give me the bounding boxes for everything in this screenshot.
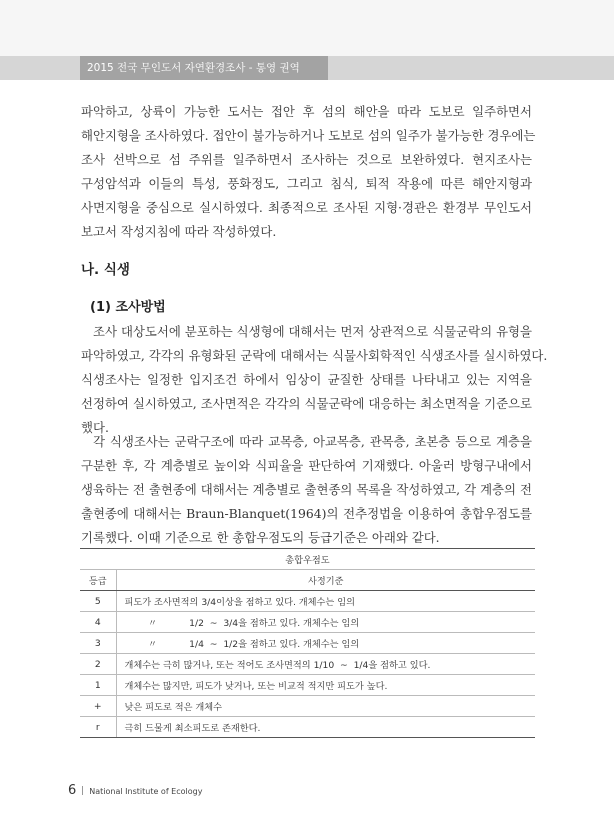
text-line: 사면지형을 중심으로 실시하였다. 최종적으로 조사된 지형·경관은 환경부 무인도서 <box>81 200 532 215</box>
table-row <box>80 633 535 654</box>
institute-name: National Institute of Ecology <box>89 787 203 796</box>
page-footer <box>68 783 202 798</box>
criteria-cell: 피도가 조사면적의 3/4이상을 점하고 있다. 개체수는 임의 <box>116 591 535 612</box>
table-row <box>80 675 535 696</box>
grade-cell: 1 <box>80 675 116 696</box>
text-line: 각 식생조사는 군락구조에 따라 교목층, 아교목층, 관목층, 초본층 등으로 계층을 <box>93 434 532 449</box>
text-line: 기록했다. 이때 기준으로 한 총합우점도의 등급기준은 아래와 같다. <box>81 530 440 545</box>
grade-cell: 3 <box>80 633 116 654</box>
table-row <box>80 591 535 612</box>
criteria-cell: 개체수는 극히 많거나, 또는 적어도 조사면적의 1/10 ~ 1/4을 점하고 있다. <box>116 654 535 675</box>
criteria-cell: 낮은 피도로 적은 개체수 <box>116 696 535 717</box>
column-header-criteria: 사정기준 <box>116 570 535 591</box>
text-line: 구성암석과 이들의 특성, 풍화정도, 그리고 침식, 퇴적 작용에 따른 해안지형과 <box>81 176 532 191</box>
text-line: 했다. <box>81 420 109 435</box>
text-line: 생육하는 전 출현종에 대해서는 계층별로 출현종의 목록을 작성하였고, 각 계층의 전 <box>81 482 532 497</box>
criteria-cell: 〃 1/2 ~ 3/4을 점하고 있다. 개체수는 임의 <box>116 612 535 633</box>
text-line: 구분한 후, 각 계층별로 높이와 식피율을 판단하여 기재했다. 아울러 방형구내에서 <box>81 458 532 473</box>
text-line: 해안지형을 조사하였다. 접안이 불가능하거나 도보로 섬의 일주가 불가능한 경우에는 <box>81 128 536 143</box>
grade-cell: 2 <box>80 654 116 675</box>
column-header-grade: 등급 <box>80 570 116 591</box>
section-heading: 나. 식생 <box>81 262 130 278</box>
header-background <box>0 0 614 56</box>
table-row <box>80 654 535 675</box>
criteria-cell: 극히 드물게 최소피도로 존재한다. <box>116 717 535 738</box>
text-line: 보고서 작성지침에 따라 작성하였다. <box>81 224 277 239</box>
grade-cell: 5 <box>80 591 116 612</box>
grade-cell: 4 <box>80 612 116 633</box>
text-line: 출현종에 대해서는 Braun-Blanquet(1964)의 전추정법을 이용하여 총합우점도를 <box>81 506 532 521</box>
grade-cell: r <box>80 717 116 738</box>
text-line: 조사 선박으로 섬 주위를 일주하면서 조사하는 것으로 보완하였다. 현지조사는 <box>81 152 532 167</box>
table-row <box>80 696 535 717</box>
dominance-grade-table <box>80 548 535 738</box>
text-line: 파악하였고, 각각의 유형화된 군락에 대해서는 식물사회학적인 식생조사를 실시하였다. <box>81 348 548 363</box>
page-number: 6 <box>68 783 77 798</box>
criteria-cell: 〃 1/4 ~ 1/2을 점하고 있다. 개체수는 임의 <box>116 633 535 654</box>
criteria-cell: 개체수는 많지만, 피도가 낮거나, 또는 비교적 적지만 피도가 높다. <box>116 675 535 696</box>
text-line: 조사 대상도서에 분포하는 식생형에 대해서는 먼저 상관적으로 식물군락의 유형을 <box>93 324 532 339</box>
footer-divider <box>82 786 83 795</box>
text-line: 선정하여 실시하였고, 조사면적은 각각의 식물군락에 대응하는 최소면적을 기준으로 <box>81 396 532 411</box>
text-line: 식생조사는 일정한 입지조건 하에서 임상이 균질한 상태를 나타내고 있는 지역을 <box>81 372 532 387</box>
table-row <box>80 717 535 738</box>
table-title: 총합우점도 <box>80 549 535 570</box>
running-title: 2015 전국 무인도서 자연환경조사 - 통영 권역 <box>80 56 328 80</box>
subsection-heading: (1) 조사방법 <box>90 300 166 315</box>
grade-cell: + <box>80 696 116 717</box>
table-row <box>80 612 535 633</box>
text-line: 파악하고, 상륙이 가능한 도서는 접안 후 섬의 해안을 따라 도보로 일주하면서 <box>81 104 532 119</box>
